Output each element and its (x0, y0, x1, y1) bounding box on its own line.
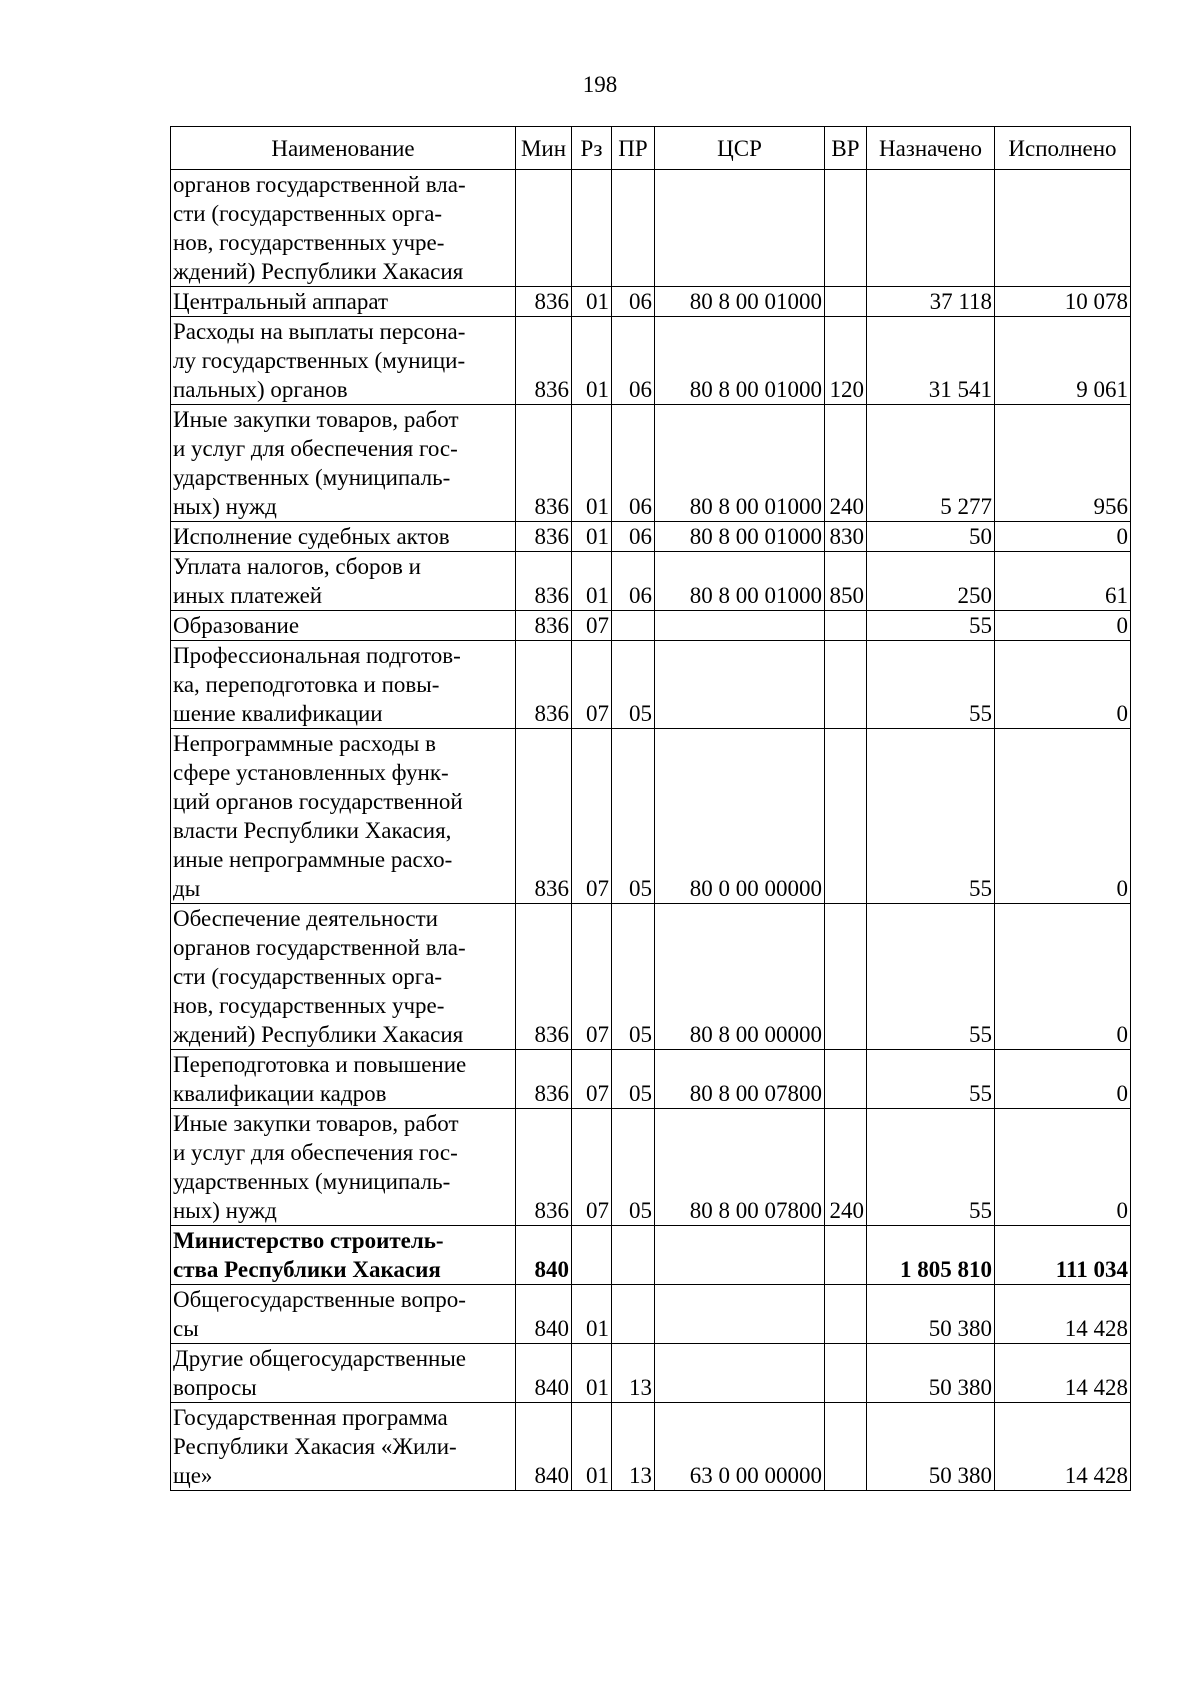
cell-name: Расходы на выплаты персона- лу государственных (муници- пальных) органов (171, 317, 516, 405)
cell-name: Иные закупки товаров, работ и услуг для обеспечения гос- ударственных (муниципаль- ных) нужд (171, 1109, 516, 1226)
cell-csr (655, 611, 825, 641)
table-header (171, 127, 1131, 170)
cell-csr (655, 641, 825, 729)
cell-executed: 10 078 (995, 287, 1131, 317)
cell-csr: 80 8 00 01000 (655, 552, 825, 611)
table-row (171, 729, 1131, 904)
cell-min: 836 (516, 1050, 572, 1109)
cell-min: 840 (516, 1403, 572, 1491)
cell-name: Государственная программа Республики Хакасия «Жили- ще» (171, 1403, 516, 1491)
cell-executed: 0 (995, 1109, 1131, 1226)
cell-name: Обеспечение деятельности органов государственной вла- сти (государственных орга- нов, государственных учре- ждений) Республики Хакасия (171, 904, 516, 1050)
cell-min: 836 (516, 522, 572, 552)
cell-assigned: 55 (867, 1050, 995, 1109)
cell-rz: 07 (572, 729, 612, 904)
cell-rz: 01 (572, 552, 612, 611)
cell-csr: 80 0 00 00000 (655, 729, 825, 904)
cell-rz: 01 (572, 1285, 612, 1344)
cell-min: 836 (516, 729, 572, 904)
cell-pr: 06 (612, 522, 655, 552)
cell-rz: 07 (572, 1109, 612, 1226)
cell-rz: 01 (572, 1403, 612, 1491)
header-min: Мин (516, 127, 572, 170)
cell-vr: 850 (825, 552, 867, 611)
cell-rz: 07 (572, 641, 612, 729)
cell-assigned: 55 (867, 729, 995, 904)
cell-vr (825, 611, 867, 641)
cell-name: Иные закупки товаров, работ и услуг для обеспечения гос- ударственных (муниципаль- ных) нужд (171, 405, 516, 522)
cell-vr (825, 1285, 867, 1344)
cell-executed: 0 (995, 641, 1131, 729)
cell-min (516, 170, 572, 287)
cell-executed: 14 428 (995, 1285, 1131, 1344)
cell-vr: 120 (825, 317, 867, 405)
cell-rz: 07 (572, 1050, 612, 1109)
cell-csr: 80 8 00 07800 (655, 1109, 825, 1226)
cell-rz: 07 (572, 904, 612, 1050)
header-pr: ПР (612, 127, 655, 170)
cell-csr (655, 1226, 825, 1285)
cell-assigned (867, 170, 995, 287)
cell-pr: 13 (612, 1344, 655, 1403)
table-row (171, 904, 1131, 1050)
cell-csr: 80 8 00 01000 (655, 405, 825, 522)
cell-csr: 80 8 00 07800 (655, 1050, 825, 1109)
cell-assigned: 55 (867, 611, 995, 641)
cell-name: Общегосударственные вопро- сы (171, 1285, 516, 1344)
cell-rz: 01 (572, 405, 612, 522)
table-row (171, 405, 1131, 522)
cell-csr: 63 0 00 00000 (655, 1403, 825, 1491)
cell-vr (825, 170, 867, 287)
cell-pr: 05 (612, 904, 655, 1050)
cell-executed: 956 (995, 405, 1131, 522)
cell-name: Переподготовка и повышение квалификации кадров (171, 1050, 516, 1109)
cell-name: Уплата налогов, сборов и иных платежей (171, 552, 516, 611)
cell-name: Другие общегосударственные вопросы (171, 1344, 516, 1403)
cell-assigned: 55 (867, 1109, 995, 1226)
cell-csr: 80 8 00 01000 (655, 317, 825, 405)
cell-name: Профессиональная подготов- ка, переподготовка и повы- шение квалификации (171, 641, 516, 729)
cell-vr (825, 904, 867, 1050)
cell-executed: 0 (995, 904, 1131, 1050)
table-row (171, 1403, 1131, 1491)
table-row (171, 1050, 1131, 1109)
cell-rz: 01 (572, 522, 612, 552)
cell-min: 836 (516, 287, 572, 317)
cell-min: 836 (516, 405, 572, 522)
cell-executed: 9 061 (995, 317, 1131, 405)
cell-csr (655, 1344, 825, 1403)
cell-assigned: 50 (867, 522, 995, 552)
table-row (171, 522, 1131, 552)
cell-pr (612, 611, 655, 641)
table-row (171, 1344, 1131, 1403)
cell-pr: 05 (612, 1109, 655, 1226)
cell-assigned: 250 (867, 552, 995, 611)
cell-rz: 07 (572, 611, 612, 641)
cell-assigned: 50 380 (867, 1344, 995, 1403)
cell-name: Непрограммные расходы в сфере установленных функ- ций органов государственной власти Республики Хакасия, иные непрограммные расхо- ды (171, 729, 516, 904)
header-executed: Исполнено (995, 127, 1131, 170)
header-rz: Рз (572, 127, 612, 170)
cell-vr (825, 1226, 867, 1285)
cell-assigned: 37 118 (867, 287, 995, 317)
cell-name: Образование (171, 611, 516, 641)
cell-csr: 80 8 00 00000 (655, 904, 825, 1050)
cell-executed: 0 (995, 522, 1131, 552)
cell-min: 836 (516, 552, 572, 611)
cell-vr (825, 287, 867, 317)
cell-rz (572, 1226, 612, 1285)
cell-rz: 01 (572, 287, 612, 317)
budget-table (170, 126, 1131, 1491)
cell-executed: 14 428 (995, 1403, 1131, 1491)
cell-executed: 0 (995, 729, 1131, 904)
cell-pr: 06 (612, 405, 655, 522)
cell-name: Министерство строитель- ства Республики Хакасия (171, 1226, 516, 1285)
cell-rz (572, 170, 612, 287)
cell-vr (825, 641, 867, 729)
cell-assigned: 50 380 (867, 1403, 995, 1491)
cell-pr: 06 (612, 317, 655, 405)
cell-vr (825, 729, 867, 904)
table-row (171, 1226, 1131, 1285)
cell-min: 836 (516, 1109, 572, 1226)
cell-vr: 240 (825, 1109, 867, 1226)
table-row (171, 641, 1131, 729)
cell-vr (825, 1403, 867, 1491)
cell-executed: 111 034 (995, 1226, 1131, 1285)
cell-pr: 06 (612, 287, 655, 317)
table-row (171, 552, 1131, 611)
cell-csr (655, 1285, 825, 1344)
header-name: Наименование (171, 127, 516, 170)
cell-min: 836 (516, 904, 572, 1050)
cell-vr (825, 1050, 867, 1109)
cell-pr: 05 (612, 641, 655, 729)
cell-name: органов государственной вла- сти (государственных орга- нов, государственных учре- ждений) Республики Хакасия (171, 170, 516, 287)
cell-min: 836 (516, 317, 572, 405)
cell-pr (612, 1226, 655, 1285)
table-row (171, 1109, 1131, 1226)
cell-assigned: 55 (867, 904, 995, 1050)
cell-executed: 0 (995, 611, 1131, 641)
table-row (171, 287, 1131, 317)
cell-assigned: 5 277 (867, 405, 995, 522)
cell-min: 836 (516, 641, 572, 729)
cell-pr: 06 (612, 552, 655, 611)
cell-min: 836 (516, 611, 572, 641)
cell-assigned: 50 380 (867, 1285, 995, 1344)
cell-vr: 240 (825, 405, 867, 522)
cell-min: 840 (516, 1285, 572, 1344)
page-number: 198 (582, 72, 618, 97)
cell-name: Исполнение судебных актов (171, 522, 516, 552)
cell-name: Центральный аппарат (171, 287, 516, 317)
cell-executed: 14 428 (995, 1344, 1131, 1403)
cell-csr: 80 8 00 01000 (655, 522, 825, 552)
cell-rz: 01 (572, 1344, 612, 1403)
cell-csr (655, 170, 825, 287)
cell-min: 840 (516, 1226, 572, 1285)
cell-min: 840 (516, 1344, 572, 1403)
header-csr: ЦСР (655, 127, 825, 170)
cell-rz: 01 (572, 317, 612, 405)
cell-assigned: 1 805 810 (867, 1226, 995, 1285)
cell-vr: 830 (825, 522, 867, 552)
table-row (171, 317, 1131, 405)
cell-pr: 05 (612, 1050, 655, 1109)
cell-assigned: 31 541 (867, 317, 995, 405)
header-assigned: Назначено (867, 127, 995, 170)
table-row (171, 611, 1131, 641)
cell-pr (612, 170, 655, 287)
cell-executed (995, 170, 1131, 287)
table-row (171, 170, 1131, 287)
cell-vr (825, 1344, 867, 1403)
cell-executed: 0 (995, 1050, 1131, 1109)
table-row (171, 1285, 1131, 1344)
cell-csr: 80 8 00 01000 (655, 287, 825, 317)
cell-assigned: 55 (867, 641, 995, 729)
cell-pr: 05 (612, 729, 655, 904)
cell-pr (612, 1285, 655, 1344)
cell-pr: 13 (612, 1403, 655, 1491)
header-vr: ВР (825, 127, 867, 170)
cell-executed: 61 (995, 552, 1131, 611)
table-body (171, 170, 1131, 1491)
